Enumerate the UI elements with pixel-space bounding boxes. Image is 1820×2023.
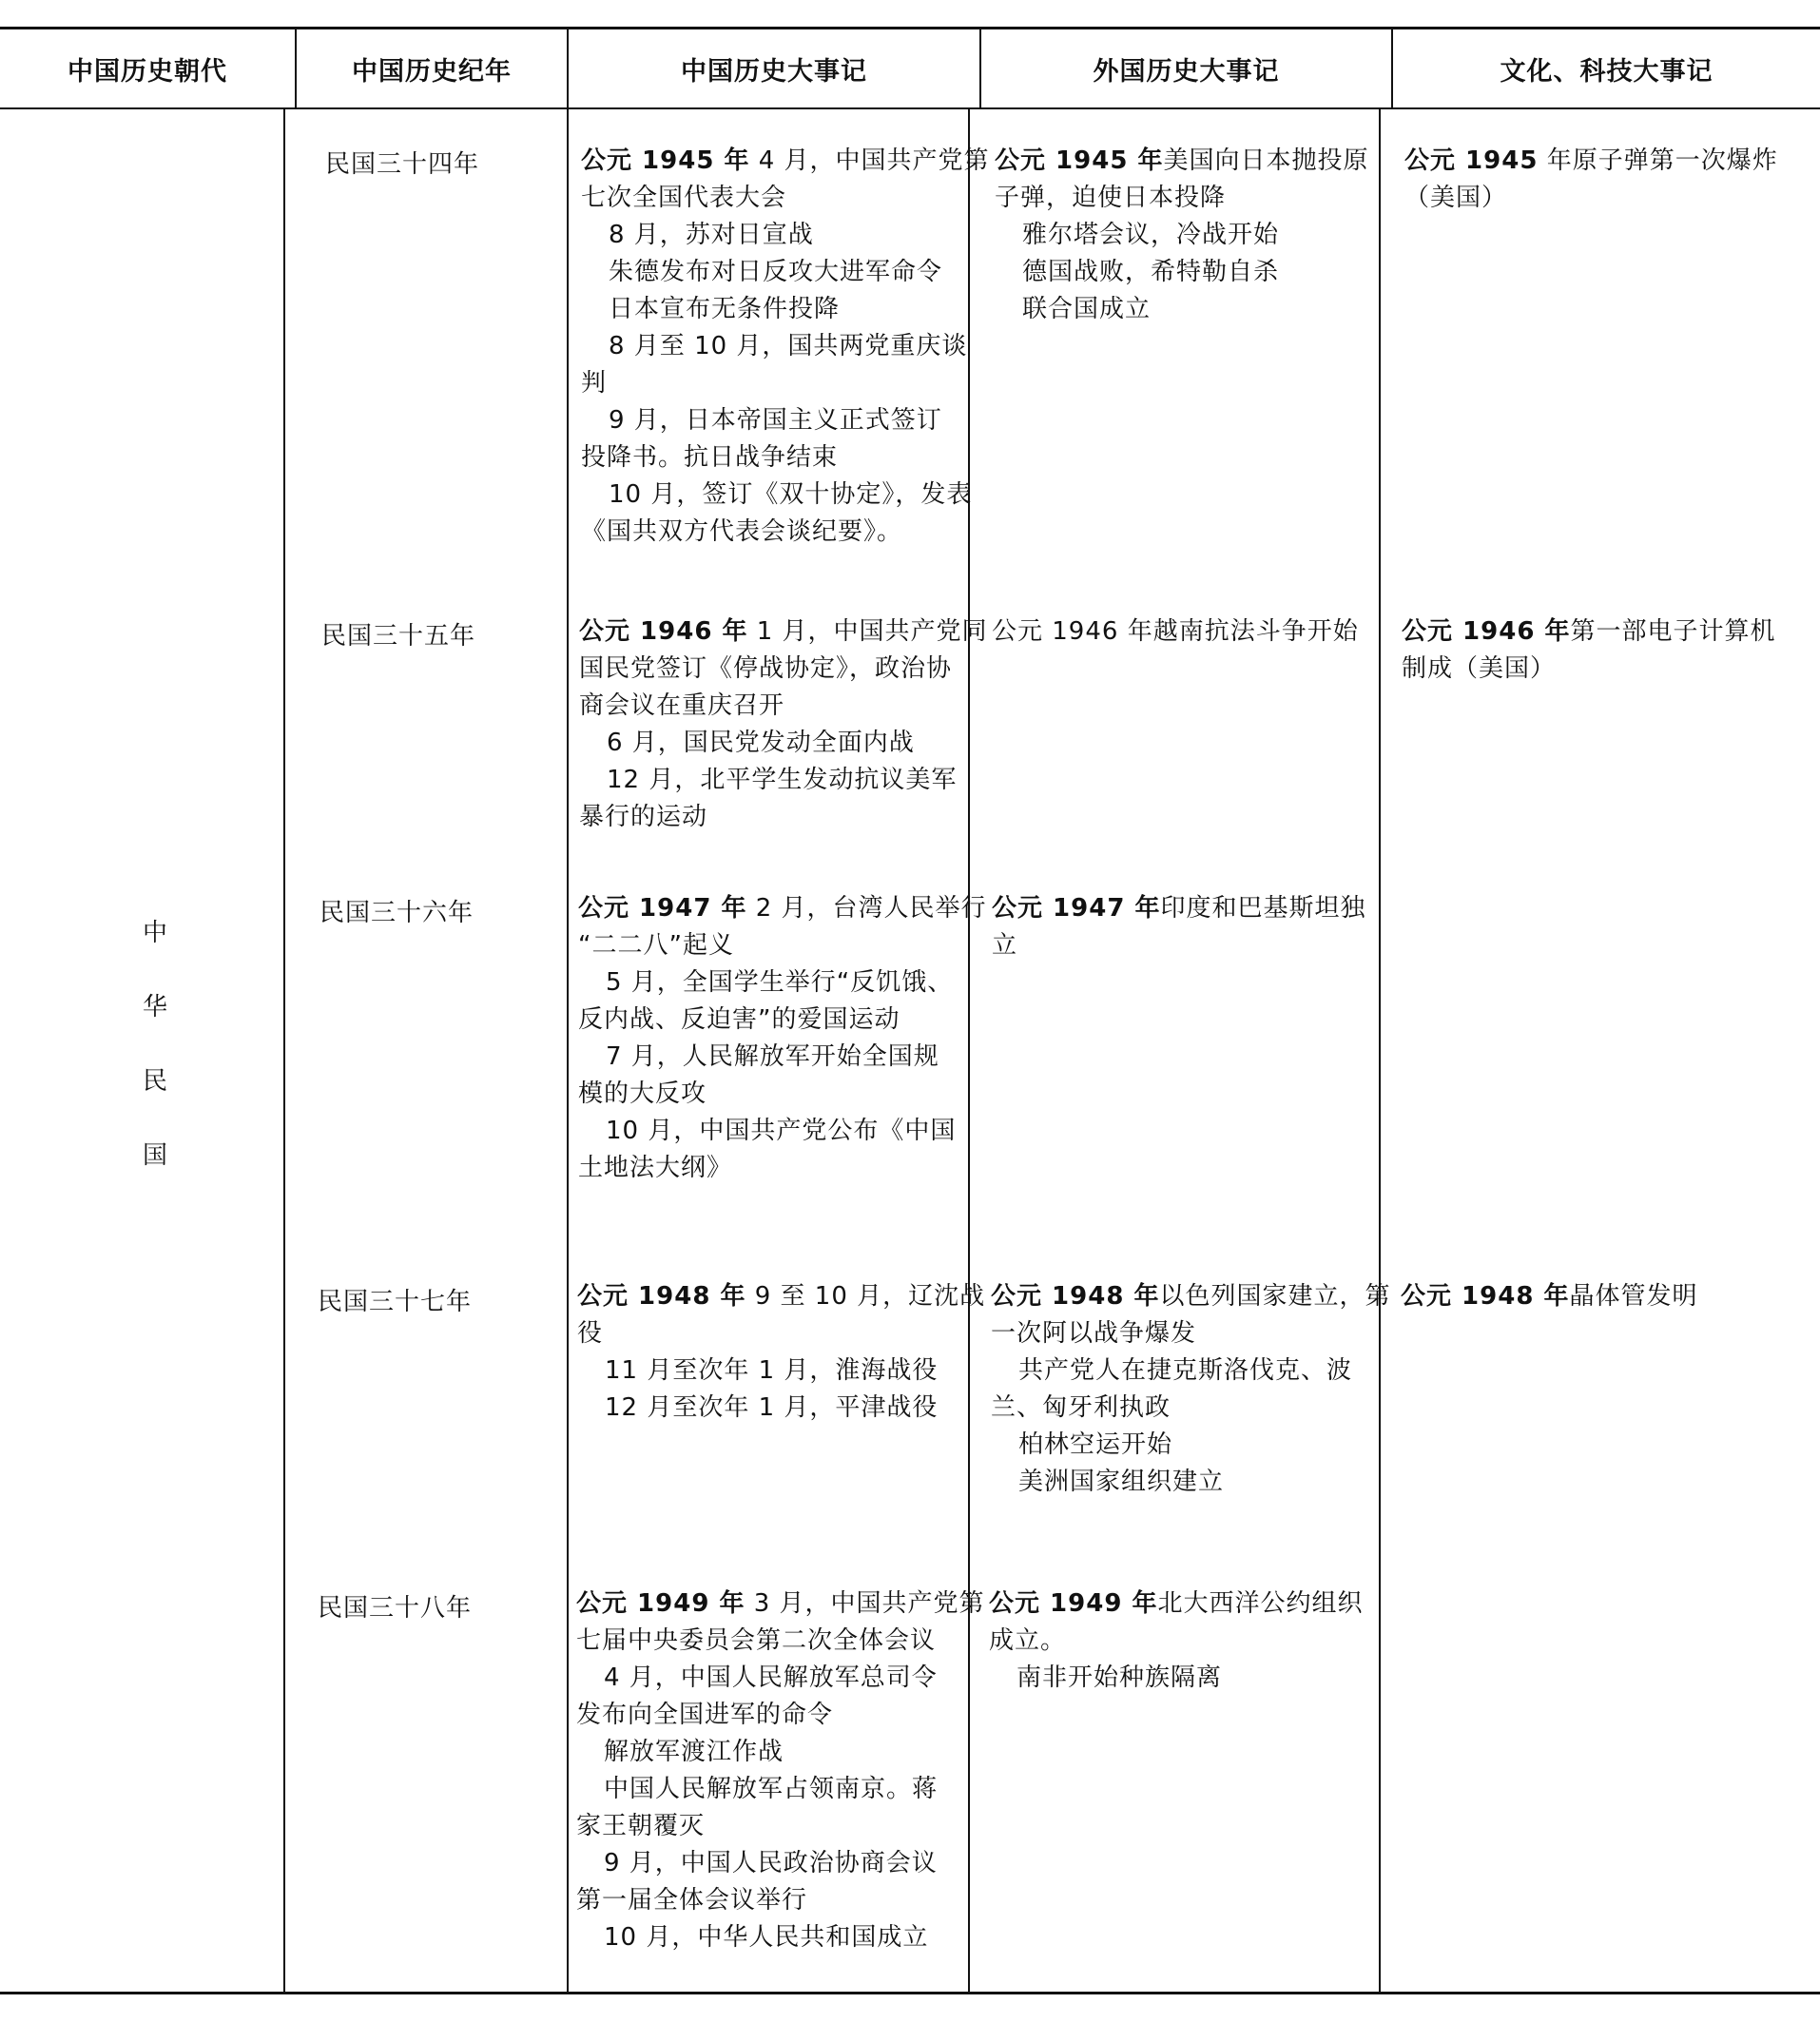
event-line: 5 月，全国学生举行“反饥饿、: [606, 968, 954, 997]
year-label: 民国三十五年: [321, 622, 476, 651]
divider-2-body: [567, 109, 569, 1992]
event-text: 9 至 10 月，辽沈战: [754, 1282, 986, 1311]
year-lead: 公元 1947 年: [992, 894, 1161, 923]
event-text: 美国向日本抛投原: [1163, 146, 1369, 175]
event-text: 4 月，中国共产党第: [758, 146, 990, 175]
year-label: 民国三十六年: [319, 899, 474, 927]
event-line: 一次阿以战争爆发: [991, 1319, 1197, 1348]
event-line: 公元 1946 年越南抗法斗争开始: [992, 617, 1359, 646]
event-line: 雅尔塔会议，冷战开始: [1022, 221, 1280, 249]
foreign-events-cell: [992, 613, 1372, 651]
header-culture-events: 文化、科技大事记: [1500, 56, 1714, 87]
event-text: 第一部电子计算机: [1570, 617, 1776, 646]
event-text: 3 月，中国共产党第: [753, 1589, 985, 1618]
event-line: 10 月，中国共产党公布《中国: [606, 1117, 957, 1145]
event-text: 北大西洋公约组织: [1157, 1589, 1364, 1618]
event-line: 投降书。抗日战争结束: [581, 443, 839, 472]
year-lead: 公元 1947 年: [578, 894, 747, 923]
year-lead: 公元 1945 年: [995, 146, 1164, 175]
event-line: 商会议在重庆召开: [579, 691, 785, 720]
event-text: 2 月，台湾人民举行: [755, 894, 987, 923]
event-line: 9 月，日本帝国主义正式签订: [609, 406, 942, 435]
event-line: 美洲国家组织建立: [1018, 1468, 1225, 1496]
year-lead: 公元 1949 年: [989, 1589, 1158, 1618]
header-dynasty: 中国历史朝代: [68, 56, 227, 87]
event-line: 联合国成立: [1022, 295, 1152, 323]
event-line: 役: [577, 1319, 604, 1348]
event-line: 朱德发布对日反攻大进军命令: [609, 258, 943, 286]
year-lead: 公元 1945 年: [581, 146, 750, 175]
divider-3-body: [968, 109, 970, 1992]
event-line: “二二八”起义: [578, 931, 734, 960]
event-line: 制成（美国）: [1402, 654, 1557, 683]
culture-events-cell: [1404, 143, 1813, 217]
event-line: 柏林空运开始: [1018, 1430, 1173, 1459]
event-line: 判: [581, 369, 608, 398]
dynasty-char: 国: [142, 1141, 167, 1170]
header-bottom-rule: [0, 107, 1820, 109]
year-lead: 公元 1948 年: [577, 1282, 746, 1311]
dynasty-char: 民: [142, 1067, 167, 1096]
event-line: 德国战败，希特勒自杀: [1022, 258, 1280, 286]
event-line: （美国）: [1404, 184, 1508, 212]
year-lead: 公元 1948 年: [991, 1282, 1160, 1311]
event-line: 南非开始种族隔离: [1016, 1663, 1223, 1692]
event-line: 日本宣布无条件投降: [609, 295, 841, 323]
dynasty-label: [141, 913, 169, 1210]
year-label: 民国三十八年: [318, 1594, 473, 1623]
event-line: 9 月，中国人民政治协商会议: [604, 1849, 938, 1877]
event-line: 土地法大纲》: [578, 1154, 733, 1182]
header-foreign-events: 外国历史大事记: [1093, 56, 1280, 87]
event-line: 12 月至次年 1 月，平津战役: [605, 1393, 939, 1422]
year-lead: 公元 1948 年: [1401, 1282, 1570, 1311]
event-line: 成立。: [989, 1626, 1067, 1655]
event-line: 10 月，签订《双十协定》，发表: [609, 480, 973, 509]
event-text: 以色列国家建立，第: [1159, 1282, 1391, 1311]
event-line: 七次全国代表大会: [581, 184, 787, 212]
event-line: 子弹，迫使日本投降: [995, 184, 1227, 212]
dynasty-char: 中: [142, 919, 167, 947]
event-line: 10 月，中华人民共和国成立: [604, 1923, 929, 1952]
china-events-cell: [581, 143, 990, 551]
event-line: 6 月，国民党发动全面内战: [607, 729, 915, 757]
event-text: 印度和巴基斯坦独: [1160, 894, 1366, 923]
china-events-cell: [579, 613, 988, 836]
foreign-events-cell: [989, 1585, 1369, 1697]
year-lead: 公元 1946 年: [1402, 617, 1571, 646]
table-bottom-rule: [0, 1992, 1820, 1994]
year-lead: 公元 1945: [1404, 146, 1539, 175]
divider-1-body: [283, 109, 285, 1992]
year-lead: 公元 1949 年: [576, 1589, 745, 1618]
event-line: 七届中央委员会第二次全体会议: [576, 1626, 937, 1655]
event-line: 8 月，苏对日宣战: [609, 221, 814, 249]
event-line: 模的大反攻: [578, 1080, 707, 1108]
event-line: 暴行的运动: [579, 803, 708, 831]
event-line: 11 月至次年 1 月，淮海战役: [605, 1356, 939, 1385]
event-line: 国民党签订《停战协定》，政治协: [579, 654, 953, 683]
year-label: 民国三十七年: [318, 1288, 473, 1316]
event-line: 兰、匈牙利执政: [991, 1393, 1171, 1422]
event-line: 发布向全国进军的命令: [576, 1701, 834, 1729]
event-text: 1 月，中国共产党同: [756, 617, 988, 646]
header-chronology: 中国历史纪年: [352, 56, 512, 87]
event-line: 立: [992, 931, 1018, 960]
event-line: 4 月，中国人民解放军总司令: [604, 1663, 938, 1692]
china-events-cell: [577, 1278, 986, 1427]
culture-events-cell: [1402, 613, 1810, 688]
china-events-cell: [578, 890, 987, 1187]
event-line: 《国共双方代表会谈纪要》。: [581, 517, 903, 546]
divider-4-body: [1379, 109, 1381, 1992]
year-lead: 公元 1946 年: [579, 617, 748, 646]
foreign-events-cell: [992, 890, 1372, 964]
event-line: 8 月至 10 月，国共两党重庆谈: [609, 332, 968, 360]
foreign-events-cell: [995, 143, 1375, 328]
event-text: 晶体管发明: [1569, 1282, 1698, 1311]
event-line: 共产党人在捷克斯洛伐克、波: [1018, 1356, 1353, 1385]
header-china-events: 中国历史大事记: [681, 56, 867, 87]
dynasty-char: 华: [142, 993, 167, 1021]
event-line: 7 月，人民解放军开始全国规: [606, 1042, 939, 1071]
china-events-cell: [576, 1585, 985, 1956]
event-text: 年原子弹第一次爆炸: [1546, 146, 1778, 175]
event-line: 解放军渡江作战: [604, 1738, 784, 1766]
event-line: 家王朝覆灭: [576, 1812, 706, 1840]
event-line: 第一届全体会议举行: [576, 1886, 808, 1915]
event-line: 12 月，北平学生发动抗议美军: [607, 766, 958, 794]
event-line: 反内战、反迫害”的爱国运动: [578, 1005, 900, 1034]
culture-events-cell: [1401, 1278, 1810, 1315]
year-label: 民国三十四年: [325, 150, 480, 179]
foreign-events-cell: [991, 1278, 1391, 1501]
event-line: 中国人民解放军占领南京。蒋: [604, 1775, 939, 1803]
table-top-rule: [0, 27, 1820, 29]
